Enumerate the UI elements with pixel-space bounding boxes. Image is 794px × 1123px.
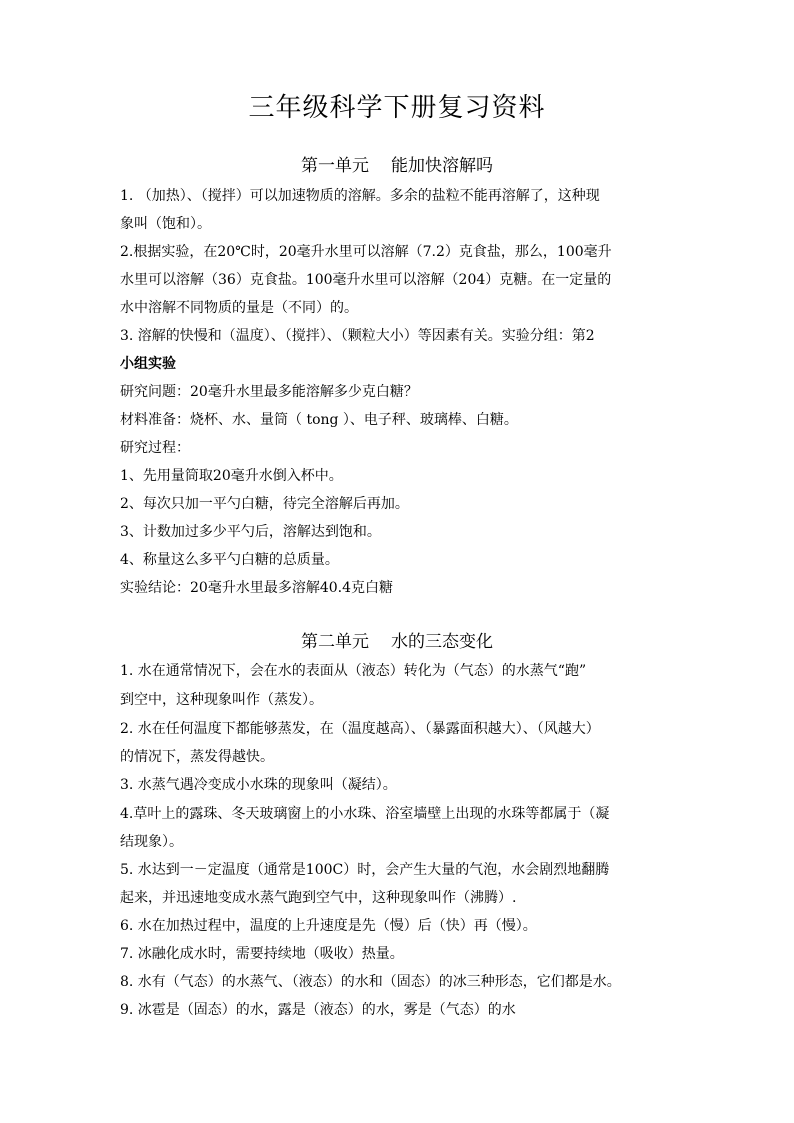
unit1-line-6: 3. 溶解的快慢和（温度）、（搅拌）、（颗粒大小）等因素有关。实验分组：第2 (120, 328, 595, 344)
unit2-line-1: 1. 水在通常情况下，会在水的表面从（液态）转化为（气态）的水蒸气“跑” (120, 663, 587, 679)
unit1-line-10: 研究过程： (120, 440, 190, 456)
unit2-line-4: 的情况下，蒸发得越快。 (120, 749, 274, 765)
unit1-line-11: 1、先用量筒取20毫升水倒入杯中。 (120, 468, 343, 484)
unit1-name: 第一单元 (301, 156, 369, 176)
unit1-line-2: 象叫（饱和）。 (120, 216, 211, 232)
document-title: 三年级科学下册复习资料 (248, 93, 546, 123)
unit2-line-12: 8. 水有（气态）的水蒸气、（液态）的水和（固态）的冰三种形态，它们都是水。 (120, 974, 621, 990)
unit2-line-8: 5. 水达到一－定温度（通常是100C）时，会产生大量的气泡，水会剧烈地翻腾 (120, 862, 610, 878)
unit1-line-5: 水中溶解不同物质的量是（不同）的。 (120, 300, 358, 316)
unit1-line-8: 研究问题：20毫升水里最多能溶解多少克白糖？ (120, 384, 418, 400)
unit1-line-15: 实验结论：20毫升水里最多溶解40.4克白糖 (120, 580, 393, 596)
unit1-line-7: 小组实验 (120, 356, 176, 372)
unit2-line-3: 2. 水在任何温度下都能够蒸发，在（温度越高）、（暴露面积越大）、（风越大） (120, 721, 600, 737)
unit2-line-13: 9. 冰雹是（固态）的水，露是（液态）的水，雾是（气态）的水 (120, 1002, 516, 1018)
unit1-line-3: 2.根据实验，在20℃时，20毫升水里可以溶解（7.2）克食盐，那么，100毫升 (120, 244, 612, 260)
unit2-line-11: 7. 冰融化成水时，需要持续地（吸收）热量。 (120, 946, 404, 962)
unit1-line-9: 材料准备：烧杯、水、量筒（ tong ）、电子秤、玻璃棒、白糖。 (120, 412, 518, 428)
unit2-line-7: 结现象）。 (120, 834, 183, 850)
unit2-line-9: 起来，并迅速地变成水蒸气跑到空气中，这种现象叫作（沸腾）. (120, 890, 517, 906)
unit1-line-14: 4、称量这么多平勺白糖的总质量。 (120, 552, 339, 568)
unit1-heading (0, 152, 794, 180)
unit2-line-5: 3. 水蒸气遇冷变成小水珠的现象叫（凝结）。 (120, 777, 397, 793)
unit2-subtitle: 水的三态变化 (391, 632, 493, 652)
unit1-line-1: 1. （加热）、（搅拌）可以加速物质的溶解。多余的盐粒不能再溶解了，这种现 (120, 188, 600, 204)
unit2-line-2: 到空中，这种现象叫作（蒸发）。 (120, 692, 323, 708)
unit2-name: 第二单元 (301, 632, 369, 652)
unit2-line-6: 4.草叶上的露珠、冬天玻璃窗上的小水珠、浴室墙壁上出现的水珠等都属于（凝 (120, 806, 610, 822)
unit1-line-4: 水里可以溶解（36）克食盐。100毫升水里可以溶解（204）克糖。在一定量的 (120, 272, 612, 288)
unit1-line-13: 3、计数加过多少平勺后，溶解达到饱和。 (120, 524, 381, 540)
unit1-line-12: 2、每次只加一平勺白糖，待完全溶解后再加。 (120, 496, 409, 512)
unit2-heading (0, 628, 794, 656)
unit1-subtitle: 能加快溶解吗 (391, 156, 493, 176)
unit2-line-10: 6. 水在加热过程中，温度的上升速度是先（慢）后（快）再（慢）。 (120, 918, 537, 934)
